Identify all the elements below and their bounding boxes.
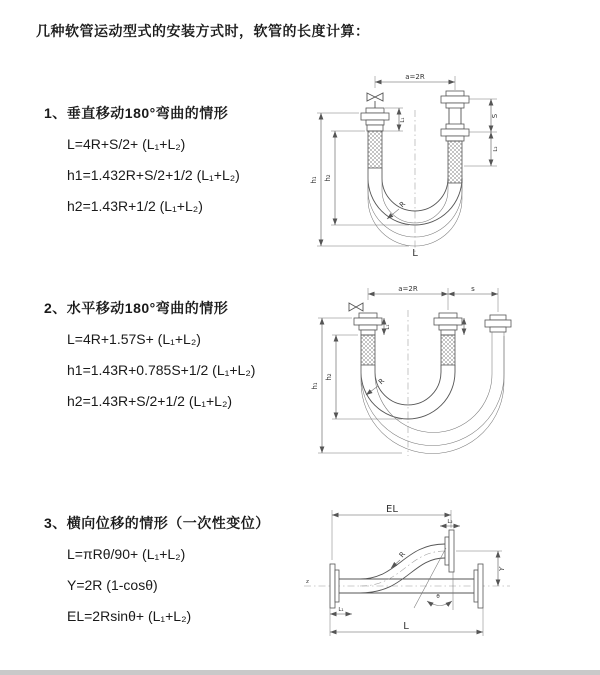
dim-s-label: S xyxy=(491,113,499,119)
dim-l1-label: L₁ xyxy=(338,607,344,613)
formula-L: L=4R+1.57S+ (L₁+L₂) xyxy=(67,331,201,347)
section-lateral-displacement xyxy=(44,514,270,625)
dim-l1-label: L₁ xyxy=(385,324,391,330)
radius-label: R xyxy=(397,550,408,560)
dim-l2-label: L₂ xyxy=(493,146,499,152)
axis-label: z xyxy=(306,579,309,585)
radius-label: R xyxy=(398,200,408,210)
dim-l-label: L xyxy=(403,621,409,632)
angle-theta-label: θ xyxy=(436,594,440,600)
page-title: 几种软管运动型式的安装方式时，软管的长度计算： xyxy=(36,23,370,39)
section-vertical-movement xyxy=(44,104,240,215)
dim-l2-label: L₂ xyxy=(447,519,453,525)
diagram-horizontal-180-bend xyxy=(306,282,531,460)
dim-l1-label: L₁ xyxy=(400,117,406,123)
dim-h2-label: h₂ xyxy=(325,373,333,381)
dim-h1-label: h₁ xyxy=(311,382,319,390)
dim-y-label: Y xyxy=(498,566,506,572)
flange-right xyxy=(485,315,511,332)
braided-hose-left xyxy=(361,335,375,365)
formula-h2: h2=1.43R+1/2 (L₁+L₂) xyxy=(67,198,203,214)
braided-hose-left xyxy=(368,131,382,168)
section-1-heading: 1、垂直移动180°弯曲的情形 xyxy=(44,105,229,121)
formula-L: L=4R+S/2+ (L₁+L₂) xyxy=(67,136,186,152)
valve-icon xyxy=(349,303,363,311)
flange-left xyxy=(361,108,389,131)
dim-width-label: a=2R xyxy=(405,73,425,81)
formula-h1: h1=1.432R+S/2+1/2 (L₁+L₂) xyxy=(67,167,240,183)
flange-left xyxy=(330,564,339,608)
section-3-heading: 3、横向位移的情形（一次性变位） xyxy=(44,515,270,531)
dim-h2-label: h₂ xyxy=(324,174,332,182)
formula-Y: Y=2R (1-cosθ) xyxy=(67,577,158,593)
flange-right-top xyxy=(441,91,469,108)
flange-left xyxy=(354,313,382,335)
length-label: L xyxy=(412,248,418,258)
formula-h2: h2=1.43R+S/2+1/2 (L₁+L₂) xyxy=(67,393,233,409)
section-2-heading: 2、水平移动180°弯曲的情形 xyxy=(44,300,229,316)
flange-middle xyxy=(434,313,462,335)
dim-h1-label: h₁ xyxy=(310,176,318,184)
flange-upper-right xyxy=(445,530,454,572)
braided-hose-right xyxy=(448,141,462,183)
diagram-vertical-180-bend xyxy=(305,68,520,258)
page-bottom-edge xyxy=(0,670,600,675)
formula-L: L=πRθ/90+ (L₁+L₂) xyxy=(67,546,186,562)
formula-EL: EL=2Rsinθ+ (L₁+L₂) xyxy=(67,608,192,624)
formula-h1: h1=1.43R+0.785S+1/2 (L₁+L₂) xyxy=(67,362,256,378)
flange-right-lower xyxy=(441,124,469,141)
valve-icon xyxy=(367,93,383,108)
braided-hose-middle xyxy=(441,335,455,365)
section-horizontal-movement xyxy=(44,299,255,410)
diagram-lateral-displacement xyxy=(296,504,516,644)
flange-right xyxy=(474,564,483,608)
hose-u-curves xyxy=(361,336,504,454)
hose-s-curve xyxy=(360,544,445,593)
radius-label: R xyxy=(377,377,387,387)
dim-el-label: EL xyxy=(386,504,398,515)
dim-s-label: s xyxy=(471,285,475,293)
dim-width-label: a=2R xyxy=(398,285,418,293)
